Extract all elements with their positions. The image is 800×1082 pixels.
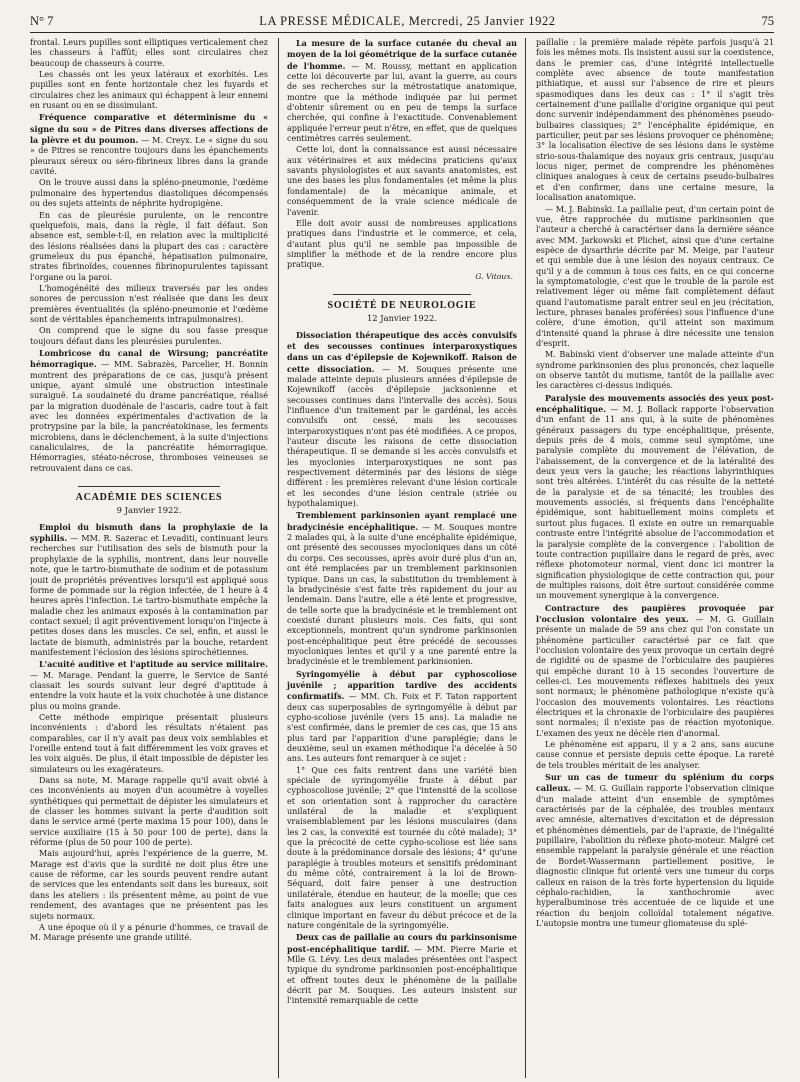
paragraph: L'homogénéité des milieux traversés par les ondes sonores de percussion n'est réalisée que dans les deux premières éventualités (la spléno-pneumonie et l'œdème sont de véritables épanchements intrapulmonaires). (30, 283, 268, 324)
article (30, 659, 268, 712)
article-body: — M. Souques présente une malade atteinte depuis plusieurs années d'épilepsie de Kojewnikoff (accès d'épilepsie jacksonienne et secousses continues dans l'intervalle des accès). Sous l'influence d'un traitement par le gardénal, les accès convulsifs ont cessé, mais les secousses interparoxystiques n'ont pas été modifiées. A ce propos, l'auteur discute les raisons de cette dissociation thérapeutique. Il se demande si les accès convulsifs et les myoclonies interparoxystiques ne sont pas respectivement déterminés par des lésions de siège différent : les premières relevant d'une lésion corticale et les secondes d'une lésion centrale (striée ou hypothalamique). (286, 364, 518, 509)
article (30, 522, 268, 658)
article-body: — MM. Pierre Marie et Mlle G. Lévy. Les deux malades présentées ont l'aspect typique du syndrome parkinsonien post-encéphalitique et offrent toutes deux le phénomène de la paillalie décrit par M. Souques. Les auteurs insistent sur l'intensité remarquable de cette (286, 944, 518, 1006)
paragraph: Mais aujourd'hui, après l'expérience de la guerre, M. Marage est d'avis que la surdité ne doit plus être une cause de réforme, car les sourds peuvent rendre autant de services que les entendants soit dans les bureaux, soit dans les ateliers : ils présentent même, au point de vue rendement, des avantages que ne présentent pas les sujets normaux. (30, 849, 268, 921)
paragraph: Elle doit avoir aussi de nombreuses applications pratiques dans l'industrie et le commerce, et cela, d'autant plus qu'il ne semble pas impossible de simplifier la méthode et de la rendre encore plus pratique. (286, 218, 518, 270)
article-heading: Emploi du bismuth dans la prophylaxie de la syphilis. (30, 521, 268, 544)
paragraph: Les chassés ont les yeux latéraux et exorbités. Les pupilles sont en fente horizontale chez les fuyards et circulaires chez les animaux qui échappent à leur ennemi en rusant ou en se dissimulant. (30, 70, 268, 111)
article-heading: La mesure de la surface cutanée du cheval au moyen de la loi géométrique de la surface cutanée de l'homme. (286, 38, 518, 71)
article-heading: L'acuité auditive et l'aptitude au service militaire. (39, 659, 268, 670)
article-heading: Dissociation thérapeutique des accès convulsifs et des secousses continues interparoxystiques dans un cas d'épilepsie de Kojewnikoff. Raison de cette dissociation. (286, 329, 518, 374)
article-body: — MM. Ch. Foix et F. Taton rapportent deux cas superposables de syringomyélie à début par cypho-scoliose juvénile (vers 15 ans). La maladie ne s'est confirmée, dans le premier de ces cas, que 15 ans plus tard par l'apparition d'une paraplégie; dans le deuxième, seul un examen méthodique l'a décelée à 50 ans. Les auteurs font remarquer à ce sujet : (286, 692, 518, 764)
article (30, 348, 268, 474)
issue-number: N° 7 (30, 14, 54, 28)
article-body: — M. Souques montre 2 malades qui, à la suite d'une encéphalite épidémique, ont présenté des secousses myocloniques dans un côté du corps. Ces secousses, après avoir duré plus d'un an, ont été remplacées par un tremblement parkinsonien typique. Dans un cas, la substitution du tremblement à la bradycinésie s'est faite très rapidement du jour au lendemain. Dans l'autre, elle a été lente et progressive, de telle sorte que la bradycinésie et le tremblement ont coexisté durant plusieurs mois. Ces faits, qui sont exceptionnels, montrent qu'un syndrome parkinsonien post-encéphalitique peut être précédé de secousses myocloniques lentes et qu'il y a une parenté entre la bradycinésie et le tremblement parkinsonien. (286, 522, 518, 667)
article (536, 772, 774, 929)
article-body: — M. G. Guillain rapporte l'observation clinique d'un malade atteint d'un ensemble de symptômes caractérisés par de la céphalée, des troubles mentaux avec amnésie, alternatives d'excitation et de dépression et phénomènes démentiels, par de l'apraxie, de l'inégalité pupillaire, l'abolition du réflexe photo-moteur. Malgré cet ensemble rappelant la paralysie générale et une réaction de Bordet-Wassermann partiellement positive, le diagnostic clinique fut orienté vers une tumeur du corps calleux en raison de la très forte hypertension du liquide céphalo-rachidien, la xanthochromie avec hyperalbuminose très accentuée de ce liquide et une réaction du benjoin colloïdal totalement négative. L'autopsie montra une tumeur gliomateuse du splé- (536, 784, 774, 928)
section-date: 12 Janvier 1922. (366, 313, 438, 324)
article-heading: Contracture des paupières provoquée par l'occlusion volontaire des yeux. (536, 602, 774, 624)
article-body: — M. G. Guillain présente un malade de 59 ans chez qui l'on constate un phénomène particulier caractérisé par ce fait que l'occlusion volontaire des yeux provoque un certain degré de rigidité ou de spasme de l'orbiculaire des paupières qui empêche durant 10 à 15 secondes l'ouverture de celles-ci. Les mouvements réflexes habituels des yeux sont normaux; le phénomène pathologique n'existe qu'à l'occasion des mouvements volontaires. Les réactions électriques et la chronaxie de l'orbiculaire des paupières sont normales; il n'existe pas de réaction myotonique. L'examen des yeux ne décèle rien d'anormal. (536, 614, 774, 738)
paragraph: 1° Que ces faits rentrent dans une variété bien spéciale de syringomyélie fruste à début par cyphoscoliose juvénile; 2° que l'intensité de la scoliose et son orientation sont à rapprocher du caractère unilatéral de la maladie et s'expliquent vraisemblablement par les lésions musculaires (dans les 2 cas, la convexité est tournée du côté malade); 3° que la précocité de cette cypho-scoliose est liée sans doute à la prédominance dorsale des lésions; 4° qu'une paraplégie à troubles moteurs et sensitifs prédominant du même côté, contrairement à la loi de Brown-Séquard, doit faire penser à une destruction unilatérale, étendue en hauteur, de la moelle; que ces faits analogues aux leurs constituent un argument clinique important en faveur du début précoce et de la nature congénitale de la syringomyélie. (286, 765, 518, 930)
section-title: SOCIÉTÉ DE NEUROLOGIE (287, 294, 517, 311)
article-heading: Sur un cas de tumeur du splénium du corps calleux. (536, 772, 774, 794)
article (287, 330, 517, 510)
paragraph: — M. J. Babinski. La paillalie peut, d'un certain point de vue, être rapprochée du mutisme parkinsonien que l'auteur a cherché à caractériser dans la dernière séance avec MM. Jarkowski et Plichet, ainsi que d'une certaine espèce de dysarthrie décrite par M. Meige, par l'auteur et qui semble due à une lésion des noyaux centraux. Ce qu'il y a de commun à tous ces faits, en ce qui concerne la symptomatologie, c'est que le trouble de la parole est relativement léger ou même fait complètement défaut quand l'automatisme paraît entrer seul en jeu (récitation, lecture, phrases banales proférées) sous l'influence d'une colère, d'une émotion, qu'il atteint son maximum d'intensité quand la phrase à dire nécessite une tension d'esprit. (536, 204, 774, 348)
paragraph: Le phénomène est apparu, il y a 2 ans, sans aucune cause connue et persiste depuis cette époque. La rareté de tels troubles méritait de les analyser. (536, 740, 774, 770)
text-columns (30, 38, 774, 1078)
article-body: — M. J. Bollack rapporte l'observation d'un enfant de 11 ans qui, à la suite de phénomènes généraux passagers du type encéphalitique, présente, depuis près de 4 mois, comme seul symptôme, une paralysie complète du mouvement de l'élévation, de l'abaissement, de la convergence et de la latéralité des deux yeux vers la gauche; les réactions labyrinthiques sont très altérées. L'intérêt du cas résulte de la netteté de la paralysie et de sa ténacité; les troubles des mouvements associés, si fréquents dans l'encéphalite épidémique, sont habituellement moins complets et surtout plus fugaces. Il existe en outre un remarquable contraste entre l'intégrité absolue de l'accommodation et la paralysie complète de la convergence : l'abolition de toute contraction pupillaire dans le regard de près, avec réflexe photomoteur normal, vient donc ici montrer la signification physiologique de cette contraction qui, pour de multiples raisons, doit être surtout considérée comme un mouvement synergique à la convergence. (536, 405, 774, 601)
column-right (536, 38, 774, 1078)
article (536, 393, 774, 602)
article-heading: Deux cas de paillalie au cours du parkinsonisme post-encéphalitique tardif. (286, 932, 518, 954)
section-title: ACADÉMIE DES SCIENCES (30, 486, 268, 503)
paragraph: Dans sa note, M. Marage rappelle qu'il avait obvié à ces inconvénients au moyen d'un acoumètre à voyelles synthétiques qui permettait de dépister les simulateurs et de classer les hommes suivant la perte d'audition soit dans le service armé (perte maxima 15 pour 100), dans le service auxiliaire (15 à 50 pour 100 de perte), dans la réforme (plus de 50 pour 100 de perte). (30, 776, 268, 848)
article-heading: Syringomyélie à début par cyphoscoliose juvénile ; apparition tardive des accidents confirmatifs. (286, 668, 518, 702)
article (30, 112, 268, 177)
article-heading: Fréquence comparative et déterminisme du « signe du sou » de Pitres dans diverses affections de la plèvre et du poumon. (30, 112, 268, 146)
article-body: — M. Roussy, mettant en application cette loi découverte par lui, avant la guerre, au cours de ses recherches sur la métrostatique anatomique, montre que la méthode indiquée par lui permet d'obtenir sûrement ou en peu de temps la surface cherchée, qui confine à l'exactitude. Convenablement appliquée l'erreur peut n'être, en effet, que de quelques centimètres carrés seulement. (286, 61, 518, 144)
article-body: — M. Marage. Pendant la guerre, le Service de Santé classait les sourds suivant leur degré d'aptitude à entendre la voix haute et la voix chuchotée à une distance plus ou moins grande. (30, 670, 268, 711)
paragraph: M. Babinski vient d'observer une malade atteinte d'un syndrome parkinsonien des plus prononcés, chez laquelle on observe tantôt du mutisme, tantôt de la paillalie avec les caractères ci-dessus indiqués. (536, 350, 774, 391)
paragraph: On le trouve aussi dans la spléno-pneumonie, l'œdème pulmonaire des hypertendus diastoliques décompensés ou des sujets atteints de néphrite hydropigène. (30, 178, 268, 209)
paragraph: A une époque où il y a pénurie d'hommes, ce travail de M. Marage présente une grande utilité. (30, 922, 268, 943)
column-middle (278, 38, 526, 1078)
page-number: 75 (761, 14, 774, 28)
article (536, 603, 774, 739)
paragraph: On comprend que le signe du sou fasse presque toujours défaut dans les pleurésies purulentes. (30, 326, 268, 346)
section-date: 9 Janvier 1922. (116, 505, 182, 516)
paragraph: Cette loi, dont la connaissance est aussi nécessaire aux vétérinaires et aux médecins praticiens qu'aux savants physiologistes et aux savants anatomistes, est une des bases les plus fondamentales (et même la plus fondamentale) de la mécanique animale, et conséquemment de la vraie science médicale de l'avenir. (286, 145, 518, 217)
article (287, 510, 517, 667)
article-body: — MM. Sabrazès, Parcelier, H. Bonnin montrent des préparations de ce cas, jusqu'à présent unique, ayant simulé une obstruction intestinale suraiguë. La soudaineté du drame pancréatique, réalisé par la migration duodénale de l'ascaris, cadre tout à fait avec les données expérimentales d'activation de la protrypsine par la bile, la pancréatokinase, les ferments microbiens, dans le déclenchement, à la suite d'injections canaliculaires, de la pancréatite hémorragique. Hémorragies, stéato-nécrose, thromboses veineuses se retrouvaient dans ce cas. (30, 360, 268, 473)
paragraph: frontal. Leurs pupilles sont elliptiques verticalement chez les chasseurs à l'affût; elles sont circulaires chez beaucoup de chasseurs à courre. (30, 38, 268, 68)
column-left (30, 38, 268, 1078)
article (287, 38, 517, 144)
author-signature: G. Vitoux. (475, 271, 514, 281)
paragraph: En cas de pleurésie purulente, on le rencontre quelquefois, mais, dans la règle, il fait défaut. Son absence est, semble-t-il, en relation avec la multiplicité des lésions réalisées dans la plupart des cas : caractère grumeleux du pus épanché, hépatisation pulmonaire, strates fibrinoïdes, couennes fibrinopurulentes tapissant l'organe ou la paroi. (30, 210, 268, 282)
article-heading: Lombricose du canal de Wirsung; pancréatite hémorragique. (30, 347, 268, 370)
article (287, 669, 517, 765)
article-heading: Paralysie des mouvements associés des yeux post-encéphalitique. (536, 392, 774, 415)
page-header (30, 14, 774, 33)
article (287, 932, 517, 1006)
article-body: — M. Creyx. Le « signe du sou » de Pitres se rencontre toujours dans les épanchements pleuraux séreux ou séro-fibrineux libres dans la grande cavité. (30, 136, 268, 177)
article-body: — MM. R. Sazerac et Levaditi, continuant leurs recherches sur l'utilisation des sels de bismuth pour la prophylaxie de la syphilis, montrent, dans leur nouvelle note, que le tartro-bismuthate de sodium et de potassium jouit de propriétés préventives lorsqu'il est appliqué sous forme de pommade sur la région infectée, de 1 heure à 4 heures après l'infection. Le tartro-bismuthate empêche la maladie chez les animaux exposés à la contamination par contact sexuel; il agit préventivement lorsqu'on l'injecte à petites doses dans les muscles. Ce sel, enfin, et aussi le lactate de bismuth, administrés par la bouche, retardent manifestement l'éclosion des lésions spirochétiennes. (30, 534, 268, 657)
journal-title: LA PRESSE MÉDICALE, Mercredi, 25 Janvier 1922 (259, 14, 556, 28)
article-heading: Tremblement parkinsonien ayant remplacé une bradycinésie encéphalitique. (286, 510, 518, 532)
paragraph: Cette méthode empirique présentait plusieurs inconvénients : d'abord les résultats n'étaient pas comparables, car il n'y avait pas deux voix semblables et l'oreille entend tout à fait différemment les voix graves et les voix aiguës. De plus, il était impossible de dépister les simulateurs ou les exagérateurs. (30, 712, 268, 774)
paragraph: paillalie : la première malade répète parfois jusqu'à 21 fois les mêmes mots. Ils insistent aussi sur la coexistence, dans le premier cas, d'une intégrité intellectuelle complète avec absence de toute manifestation pithiatique, et aussi sur l'absence de rire et pleurs spasmodiques dans les deux cas : 1° il s'agit très certainement d'une paillalie d'origine organique qui peut donc survenir indépendamment des phénomènes pseudo-bulbaires classiques; 2° l'encéphalite épidémique, en particulier, peut par ses lésions provoquer ce phénomène; 3° la localisation élective de ses lésions dans le système strio-sous-thalamique des noyaux gris centraux, jusqu'au locus niger, permet de comprendre les phénomènes cliniques analogues à ceux de certains pseudo-bulbaires et d'en confirmer, dans une certaine mesure, la localisation anatomique. (536, 38, 774, 203)
